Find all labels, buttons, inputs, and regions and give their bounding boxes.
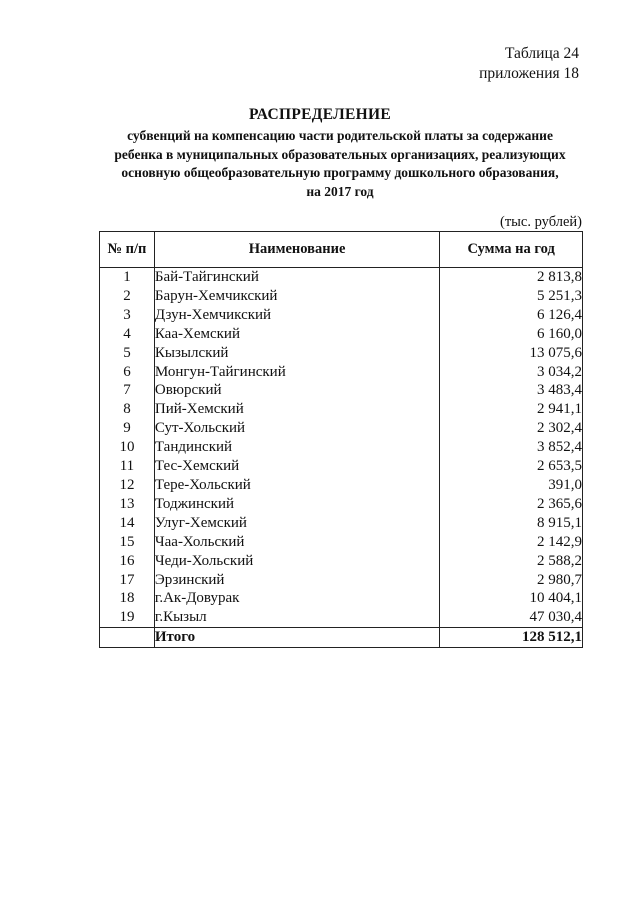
total-label-cell: Итого (154, 628, 439, 648)
row-name-cell: Тоджинский (154, 495, 439, 514)
row-number-cell: 4 (100, 325, 155, 344)
column-header-sum: Сумма на год (440, 232, 583, 268)
table-row (100, 325, 583, 344)
row-sum-cell: 6 160,0 (440, 325, 583, 344)
row-sum-cell: 2 302,4 (440, 419, 583, 438)
document-title: РАСПРЕДЕЛЕНИЕ (249, 106, 391, 123)
row-name-cell: Чеди-Хольский (154, 552, 439, 571)
table-row (100, 287, 583, 306)
subtitle-line: субвенций на компенсацию части родительской платы за содержание (127, 128, 553, 143)
appendix-reference: приложения 18 (479, 65, 579, 82)
row-name-cell: Пий-Хемский (154, 400, 439, 419)
row-number-cell: 1 (100, 268, 155, 287)
row-name-cell: г.Ак-Довурак (154, 589, 439, 608)
row-number-cell: 17 (100, 571, 155, 590)
table-row (100, 268, 583, 287)
row-number-cell: 14 (100, 514, 155, 533)
row-sum-cell: 2 588,2 (440, 552, 583, 571)
row-name-cell: Кызылский (154, 344, 439, 363)
row-sum-cell: 3 483,4 (440, 381, 583, 400)
row-number-cell: 9 (100, 419, 155, 438)
total-sum-cell: 128 512,1 (440, 628, 583, 648)
table-row (100, 419, 583, 438)
row-sum-cell: 47 030,4 (440, 608, 583, 627)
table-header-row (100, 232, 583, 268)
table-reference: Таблица 24 (504, 45, 579, 62)
row-sum-cell: 2 365,6 (440, 495, 583, 514)
row-sum-cell: 3 034,2 (440, 363, 583, 382)
table-row (100, 438, 583, 457)
page-reference (479, 44, 579, 84)
row-number-cell: 6 (100, 363, 155, 382)
row-name-cell: Тандинский (154, 438, 439, 457)
table-row (100, 514, 583, 533)
row-number-cell: 10 (100, 438, 155, 457)
row-name-cell: Овюрский (154, 381, 439, 400)
table-row (100, 552, 583, 571)
row-sum-cell: 2 653,5 (440, 457, 583, 476)
units-label: (тыс. рублей) (500, 214, 582, 230)
table-row (100, 457, 583, 476)
row-name-cell: Монгун-Тайгинский (154, 363, 439, 382)
row-name-cell: Бай-Тайгинский (154, 268, 439, 287)
row-number-cell: 13 (100, 495, 155, 514)
row-number-cell: 15 (100, 533, 155, 552)
row-sum-cell: 3 852,4 (440, 438, 583, 457)
table-body (100, 268, 583, 648)
row-sum-cell: 13 075,6 (440, 344, 583, 363)
table-row (100, 608, 583, 627)
row-name-cell: Тес-Хемский (154, 457, 439, 476)
column-header-name: Наименование (154, 232, 439, 268)
table-row (100, 400, 583, 419)
row-sum-cell: 2 813,8 (440, 268, 583, 287)
table-row (100, 363, 583, 382)
row-name-cell: Тере-Хольский (154, 476, 439, 495)
row-sum-cell: 5 251,3 (440, 287, 583, 306)
row-number-cell: 7 (100, 381, 155, 400)
row-name-cell: Сут-Хольский (154, 419, 439, 438)
subtitle-line: на 2017 год (306, 183, 374, 199)
document-subtitle (100, 127, 580, 201)
row-sum-cell: 2 142,9 (440, 533, 583, 552)
row-name-cell: Дзун-Хемчикский (154, 306, 439, 325)
total-number-cell (100, 628, 155, 648)
table-row (100, 381, 583, 400)
column-header-number: № п/п (100, 232, 155, 268)
row-number-cell: 18 (100, 589, 155, 608)
row-number-cell: 19 (100, 608, 155, 627)
row-sum-cell: 2 980,7 (440, 571, 583, 590)
row-name-cell: Чаа-Хольский (154, 533, 439, 552)
row-number-cell: 16 (100, 552, 155, 571)
row-name-cell: Каа-Хемский (154, 325, 439, 344)
row-sum-cell: 10 404,1 (440, 589, 583, 608)
subtitle-line: основную общеобразовательную программу дошкольного образования, (121, 165, 559, 180)
subtitle-line: ребенка в муниципальных образовательных организациях, реализующих (114, 146, 566, 162)
row-sum-cell: 2 941,1 (440, 400, 583, 419)
row-sum-cell: 391,0 (440, 476, 583, 495)
distribution-table (99, 231, 583, 648)
table-row (100, 476, 583, 495)
row-number-cell: 12 (100, 476, 155, 495)
table-row (100, 344, 583, 363)
row-sum-cell: 8 915,1 (440, 514, 583, 533)
row-number-cell: 2 (100, 287, 155, 306)
table-row (100, 589, 583, 608)
row-name-cell: Улуг-Хемский (154, 514, 439, 533)
row-name-cell: Барун-Хемчикский (154, 287, 439, 306)
row-number-cell: 5 (100, 344, 155, 363)
row-name-cell: г.Кызыл (154, 608, 439, 627)
table-row (100, 533, 583, 552)
table-total-row (100, 628, 583, 648)
row-sum-cell: 6 126,4 (440, 306, 583, 325)
row-number-cell: 11 (100, 457, 155, 476)
row-number-cell: 8 (100, 400, 155, 419)
table-row (100, 306, 583, 325)
table-row (100, 495, 583, 514)
row-name-cell: Эрзинский (154, 571, 439, 590)
table-row (100, 571, 583, 590)
row-number-cell: 3 (100, 306, 155, 325)
